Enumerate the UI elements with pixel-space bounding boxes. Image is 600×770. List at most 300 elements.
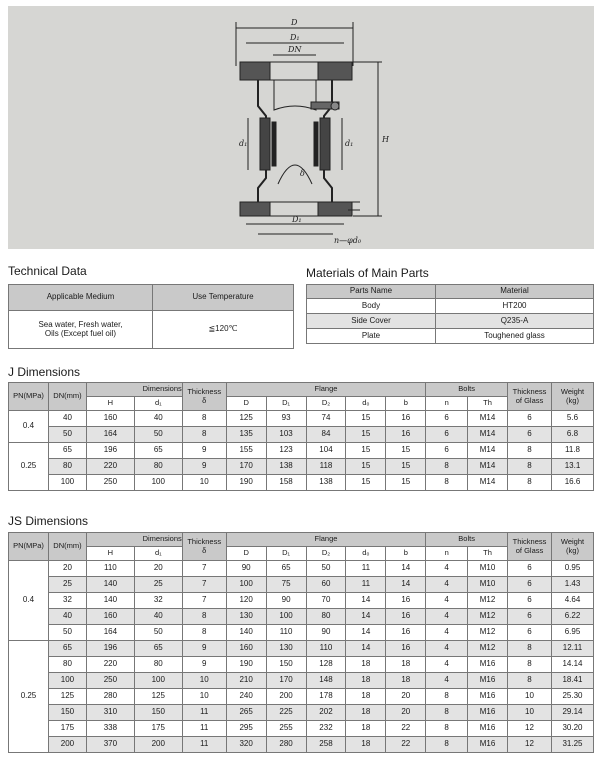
- n-cell: 4: [426, 609, 468, 625]
- D1-cell: 130: [266, 641, 306, 657]
- glass-cell: 8: [508, 657, 552, 673]
- table-row: [9, 609, 594, 625]
- thickness-cell: 9: [182, 459, 226, 475]
- D-cell: 190: [226, 657, 266, 673]
- D-cell: 295: [226, 721, 266, 737]
- dn-cell: 175: [48, 721, 86, 737]
- b-cell: 20: [386, 689, 426, 705]
- d0-cell: 15: [346, 427, 386, 443]
- D2-cell: 128: [306, 657, 346, 673]
- header-thickness: Thickness δ: [182, 383, 226, 411]
- d0-cell: 15: [346, 411, 386, 427]
- header-d1: d₁: [134, 547, 182, 561]
- table-row: [9, 641, 594, 657]
- D1-cell: 65: [266, 561, 306, 577]
- header-thickness: Thickness δ: [182, 533, 226, 561]
- table-row: [9, 443, 594, 459]
- header-material: Material: [436, 285, 594, 299]
- n-cell: 8: [426, 737, 468, 753]
- glass-cell: 10: [508, 705, 552, 721]
- Th-cell: M12: [468, 593, 508, 609]
- D1-cell: 75: [266, 577, 306, 593]
- d0-cell: 11: [346, 577, 386, 593]
- d0-cell: 15: [346, 475, 386, 491]
- n-cell: 4: [426, 641, 468, 657]
- D-cell: 170: [226, 459, 266, 475]
- d1-cell: 20: [134, 561, 182, 577]
- thickness-cell: 10: [182, 689, 226, 705]
- D2-cell: 232: [306, 721, 346, 737]
- D1-cell: 150: [266, 657, 306, 673]
- H-cell: 196: [86, 443, 134, 459]
- label-bolt-holes: n—φd₀: [334, 236, 362, 245]
- glass-cell: 12: [508, 721, 552, 737]
- Th-cell: M12: [468, 609, 508, 625]
- header-dn: DN(mm): [48, 383, 86, 411]
- d0-cell: 18: [346, 673, 386, 689]
- table-row: [9, 705, 594, 721]
- d0-cell: 14: [346, 641, 386, 657]
- header-bolts: Bolts: [426, 533, 508, 547]
- D2-cell: 118: [306, 459, 346, 475]
- glass-cell: 6: [508, 577, 552, 593]
- part-name: Side Cover: [307, 314, 436, 329]
- D-cell: 190: [226, 475, 266, 491]
- thickness-cell: 8: [182, 625, 226, 641]
- D1-cell: 103: [266, 427, 306, 443]
- H-cell: 220: [86, 459, 134, 475]
- d0-cell: 15: [346, 443, 386, 459]
- d0-cell: 14: [346, 625, 386, 641]
- header-d: D: [226, 397, 266, 411]
- n-cell: 4: [426, 561, 468, 577]
- n-cell: 6: [426, 427, 468, 443]
- weight-cell: 14.14: [551, 657, 593, 673]
- d1-cell: 150: [134, 705, 182, 721]
- glass-cell: 8: [508, 459, 552, 475]
- table-row: [9, 737, 594, 753]
- materials-title: Materials of Main Parts: [306, 266, 429, 280]
- pn-cell: 0.25: [9, 641, 49, 753]
- table-row: [9, 593, 594, 609]
- b-cell: 22: [386, 721, 426, 737]
- header-d: D: [226, 547, 266, 561]
- dn-cell: 80: [48, 459, 86, 475]
- header-flange: Flange: [226, 383, 426, 397]
- d1-cell: 200: [134, 737, 182, 753]
- table-row: [9, 475, 594, 491]
- d1-cell: 100: [134, 475, 182, 491]
- header-d0: d₀: [346, 547, 386, 561]
- dn-cell: 100: [48, 673, 86, 689]
- technical-data-table: [8, 284, 294, 349]
- label-d1-right: d₁: [345, 139, 354, 148]
- Th-cell: M14: [468, 443, 508, 459]
- header-glass-thickness: Thickness of Glass: [508, 383, 552, 411]
- label-DN: DN: [288, 45, 302, 54]
- thickness-cell: 7: [182, 593, 226, 609]
- header-h: H: [86, 547, 134, 561]
- D2-cell: 74: [306, 411, 346, 427]
- D1-cell: 255: [266, 721, 306, 737]
- n-cell: 8: [426, 705, 468, 721]
- D1-cell: 90: [266, 593, 306, 609]
- D-cell: 135: [226, 427, 266, 443]
- Th-cell: M14: [468, 427, 508, 443]
- Th-cell: M14: [468, 475, 508, 491]
- table-row: [9, 657, 594, 673]
- weight-cell: 11.8: [551, 443, 593, 459]
- b-cell: 15: [386, 443, 426, 459]
- header-d1: D₁: [266, 547, 306, 561]
- d1-cell: 25: [134, 577, 182, 593]
- b-cell: 16: [386, 427, 426, 443]
- Th-cell: M16: [468, 673, 508, 689]
- d0-cell: 14: [346, 609, 386, 625]
- Th-cell: M10: [468, 577, 508, 593]
- header-n: n: [426, 397, 468, 411]
- H-cell: 164: [86, 625, 134, 641]
- medium-value: Sea water, Fresh water, Oils (Except fuel oil): [9, 311, 153, 349]
- d1-cell: 32: [134, 593, 182, 609]
- n-cell: 4: [426, 657, 468, 673]
- H-cell: 370: [86, 737, 134, 753]
- js-dimensions-table: [8, 532, 594, 753]
- pn-cell: 0.4: [9, 561, 49, 641]
- D1-cell: 280: [266, 737, 306, 753]
- weight-cell: 6.22: [551, 609, 593, 625]
- D2-cell: 104: [306, 443, 346, 459]
- D1-cell: 93: [266, 411, 306, 427]
- temperature-value: ≦120℃: [153, 311, 294, 349]
- technical-title: Technical Data: [8, 264, 87, 278]
- weight-cell: 0.95: [551, 561, 593, 577]
- D2-cell: 178: [306, 689, 346, 705]
- thickness-cell: 11: [182, 721, 226, 737]
- n-cell: 6: [426, 411, 468, 427]
- dn-cell: 100: [48, 475, 86, 491]
- D1-cell: 158: [266, 475, 306, 491]
- table-row: [9, 561, 594, 577]
- D1-cell: 200: [266, 689, 306, 705]
- b-cell: 15: [386, 475, 426, 491]
- d1-cell: 175: [134, 721, 182, 737]
- H-cell: 196: [86, 641, 134, 657]
- thickness-cell: 8: [182, 609, 226, 625]
- Th-cell: M12: [468, 625, 508, 641]
- table-row: [9, 427, 594, 443]
- b-cell: 18: [386, 657, 426, 673]
- weight-cell: 12.11: [551, 641, 593, 657]
- label-D: D: [291, 18, 298, 27]
- D-cell: 155: [226, 443, 266, 459]
- header-flange: Flange: [226, 533, 426, 547]
- label-D1: D₁: [290, 33, 300, 42]
- b-cell: 14: [386, 561, 426, 577]
- D1-cell: 100: [266, 609, 306, 625]
- D2-cell: 84: [306, 427, 346, 443]
- D-cell: 130: [226, 609, 266, 625]
- n-cell: 4: [426, 577, 468, 593]
- b-cell: 20: [386, 705, 426, 721]
- weight-cell: 13.1: [551, 459, 593, 475]
- D-cell: 90: [226, 561, 266, 577]
- d1-cell: 65: [134, 443, 182, 459]
- header-d2: D₂: [306, 397, 346, 411]
- D2-cell: 258: [306, 737, 346, 753]
- table-row: [9, 577, 594, 593]
- label-D1-bottom: D₁: [292, 215, 302, 224]
- dn-cell: 65: [48, 443, 86, 459]
- header-d1: D₁: [266, 397, 306, 411]
- H-cell: 338: [86, 721, 134, 737]
- weight-cell: 30.20: [551, 721, 593, 737]
- b-cell: 16: [386, 641, 426, 657]
- weight-cell: 25.30: [551, 689, 593, 705]
- label-H: H: [382, 135, 389, 144]
- thickness-cell: 8: [182, 427, 226, 443]
- header-weight: Weight (kg): [551, 533, 593, 561]
- table-row: [9, 411, 594, 427]
- header-d0: d₀: [346, 397, 386, 411]
- d1-cell: 40: [134, 411, 182, 427]
- glass-cell: 6: [508, 411, 552, 427]
- glass-cell: 8: [508, 673, 552, 689]
- Th-cell: M16: [468, 657, 508, 673]
- materials-table: [306, 284, 594, 344]
- Th-cell: M16: [468, 737, 508, 753]
- b-cell: 15: [386, 459, 426, 475]
- part-name: Body: [307, 299, 436, 314]
- Th-cell: M16: [468, 721, 508, 737]
- dn-cell: 80: [48, 657, 86, 673]
- b-cell: 16: [386, 625, 426, 641]
- Th-cell: M14: [468, 411, 508, 427]
- D1-cell: 123: [266, 443, 306, 459]
- d0-cell: 14: [346, 593, 386, 609]
- thickness-cell: 9: [182, 443, 226, 459]
- table-row: [9, 689, 594, 705]
- D-cell: 120: [226, 593, 266, 609]
- n-cell: 8: [426, 475, 468, 491]
- header-dimensions: Dimensions: [86, 533, 182, 547]
- glass-cell: 6: [508, 593, 552, 609]
- b-cell: 18: [386, 673, 426, 689]
- H-cell: 160: [86, 411, 134, 427]
- header-n: n: [426, 547, 468, 561]
- glass-cell: 8: [508, 475, 552, 491]
- dn-cell: 65: [48, 641, 86, 657]
- cross-section-diagram: [8, 6, 594, 249]
- thickness-cell: 10: [182, 673, 226, 689]
- part-material: HT200: [436, 299, 594, 314]
- header-d1: d₁: [134, 397, 182, 411]
- b-cell: 14: [386, 577, 426, 593]
- header-weight: Weight (kg): [551, 383, 593, 411]
- thickness-cell: 9: [182, 641, 226, 657]
- weight-cell: 31.25: [551, 737, 593, 753]
- glass-cell: 6: [508, 625, 552, 641]
- D2-cell: 110: [306, 641, 346, 657]
- b-cell: 22: [386, 737, 426, 753]
- d1-cell: 80: [134, 657, 182, 673]
- glass-cell: 12: [508, 737, 552, 753]
- header-bolts: Bolts: [426, 383, 508, 397]
- d1-cell: 100: [134, 673, 182, 689]
- b-cell: 16: [386, 411, 426, 427]
- dn-cell: 200: [48, 737, 86, 753]
- weight-cell: 4.64: [551, 593, 593, 609]
- label-d1-left: d₁: [239, 139, 248, 148]
- header-pn: PN(MPa): [9, 383, 49, 411]
- weight-cell: 6.95: [551, 625, 593, 641]
- pn-cell: 0.25: [9, 443, 49, 491]
- thickness-cell: 8: [182, 411, 226, 427]
- dn-cell: 150: [48, 705, 86, 721]
- table-row: [9, 459, 594, 475]
- D-cell: 240: [226, 689, 266, 705]
- label-delta: δ: [300, 169, 305, 178]
- H-cell: 310: [86, 705, 134, 721]
- n-cell: 4: [426, 673, 468, 689]
- header-temperature: Use Temperature: [153, 285, 294, 311]
- Th-cell: M14: [468, 459, 508, 475]
- D1-cell: 170: [266, 673, 306, 689]
- sight-glass-drawing: [8, 6, 594, 249]
- H-cell: 164: [86, 427, 134, 443]
- header-pn: PN(MPa): [9, 533, 49, 561]
- table-row: [9, 673, 594, 689]
- H-cell: 250: [86, 475, 134, 491]
- dn-cell: 20: [48, 561, 86, 577]
- header-parts-name: Parts Name: [307, 285, 436, 299]
- header-h: H: [86, 397, 134, 411]
- glass-cell: 6: [508, 427, 552, 443]
- d0-cell: 15: [346, 459, 386, 475]
- j-dimensions-table: [8, 382, 594, 491]
- part-material: Toughened glass: [436, 329, 594, 344]
- pn-cell: 0.4: [9, 411, 49, 443]
- d0-cell: 18: [346, 737, 386, 753]
- glass-cell: 8: [508, 443, 552, 459]
- n-cell: 8: [426, 459, 468, 475]
- D2-cell: 80: [306, 609, 346, 625]
- weight-cell: 6.8: [551, 427, 593, 443]
- dn-cell: 50: [48, 427, 86, 443]
- H-cell: 220: [86, 657, 134, 673]
- weight-cell: 5.6: [551, 411, 593, 427]
- D2-cell: 202: [306, 705, 346, 721]
- D-cell: 210: [226, 673, 266, 689]
- thickness-cell: 11: [182, 705, 226, 721]
- glass-cell: 6: [508, 609, 552, 625]
- H-cell: 160: [86, 609, 134, 625]
- H-cell: 140: [86, 593, 134, 609]
- thickness-cell: 7: [182, 561, 226, 577]
- Th-cell: M10: [468, 561, 508, 577]
- weight-cell: 18.41: [551, 673, 593, 689]
- header-d2: D₂: [306, 547, 346, 561]
- header-b: b: [386, 397, 426, 411]
- header-medium: Applicable Medium: [9, 285, 153, 311]
- weight-cell: 16.6: [551, 475, 593, 491]
- D2-cell: 50: [306, 561, 346, 577]
- header-dn: DN(mm): [48, 533, 86, 561]
- H-cell: 280: [86, 689, 134, 705]
- D-cell: 140: [226, 625, 266, 641]
- thickness-cell: 10: [182, 475, 226, 491]
- D2-cell: 70: [306, 593, 346, 609]
- header-th: Th: [468, 547, 508, 561]
- js-dimensions-title: JS Dimensions: [8, 514, 89, 528]
- n-cell: 8: [426, 689, 468, 705]
- dn-cell: 125: [48, 689, 86, 705]
- glass-cell: 8: [508, 641, 552, 657]
- header-th: Th: [468, 397, 508, 411]
- b-cell: 16: [386, 609, 426, 625]
- d1-cell: 125: [134, 689, 182, 705]
- Th-cell: M16: [468, 689, 508, 705]
- header-glass-thickness: Thickness of Glass: [508, 533, 552, 561]
- D-cell: 100: [226, 577, 266, 593]
- glass-cell: 6: [508, 561, 552, 577]
- d0-cell: 18: [346, 657, 386, 673]
- H-cell: 110: [86, 561, 134, 577]
- d1-cell: 65: [134, 641, 182, 657]
- header-b: b: [386, 547, 426, 561]
- D-cell: 125: [226, 411, 266, 427]
- H-cell: 140: [86, 577, 134, 593]
- part-name: Plate: [307, 329, 436, 344]
- D-cell: 160: [226, 641, 266, 657]
- d0-cell: 18: [346, 705, 386, 721]
- thickness-cell: 11: [182, 737, 226, 753]
- d0-cell: 11: [346, 561, 386, 577]
- weight-cell: 29.14: [551, 705, 593, 721]
- n-cell: 4: [426, 625, 468, 641]
- D2-cell: 138: [306, 475, 346, 491]
- dn-cell: 40: [48, 609, 86, 625]
- d1-cell: 40: [134, 609, 182, 625]
- D1-cell: 110: [266, 625, 306, 641]
- D-cell: 265: [226, 705, 266, 721]
- d0-cell: 18: [346, 721, 386, 737]
- thickness-cell: 9: [182, 657, 226, 673]
- j-dimensions-title: J Dimensions: [8, 365, 81, 379]
- d1-cell: 50: [134, 427, 182, 443]
- part-material: Q235-A: [436, 314, 594, 329]
- n-cell: 4: [426, 593, 468, 609]
- Th-cell: M12: [468, 641, 508, 657]
- n-cell: 6: [426, 443, 468, 459]
- n-cell: 8: [426, 721, 468, 737]
- dn-cell: 25: [48, 577, 86, 593]
- dn-cell: 40: [48, 411, 86, 427]
- H-cell: 250: [86, 673, 134, 689]
- glass-cell: 10: [508, 689, 552, 705]
- D2-cell: 90: [306, 625, 346, 641]
- D2-cell: 60: [306, 577, 346, 593]
- d1-cell: 50: [134, 625, 182, 641]
- header-dimensions: Dimensions: [86, 383, 182, 397]
- table-row: [9, 625, 594, 641]
- d1-cell: 80: [134, 459, 182, 475]
- d0-cell: 18: [346, 689, 386, 705]
- weight-cell: 1.43: [551, 577, 593, 593]
- D1-cell: 138: [266, 459, 306, 475]
- b-cell: 16: [386, 593, 426, 609]
- dn-cell: 32: [48, 593, 86, 609]
